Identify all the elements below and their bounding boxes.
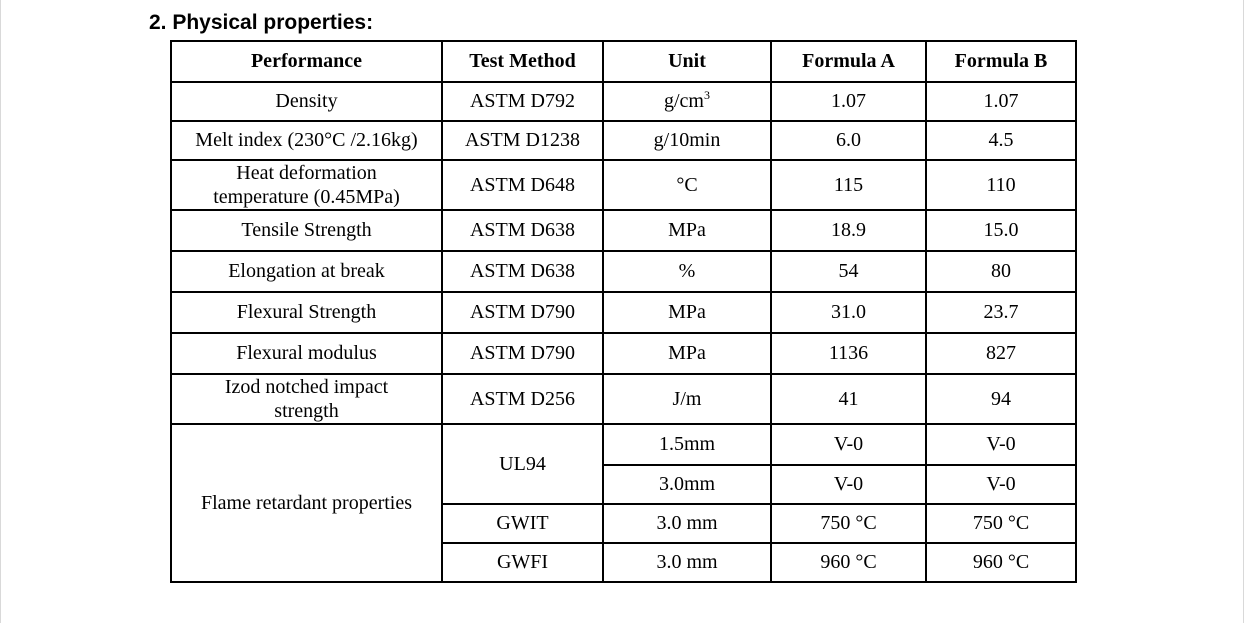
cell-formula-b: 94 xyxy=(926,374,1076,424)
cell-formula-b: 15.0 xyxy=(926,210,1076,251)
performance-line: Heat deformation xyxy=(236,162,377,184)
unit-text: g/cm xyxy=(664,90,704,112)
table-row xyxy=(171,210,1076,251)
performance-line: strength xyxy=(274,400,339,422)
cell-method: GWFI xyxy=(442,543,603,582)
header-formula-a: Formula A xyxy=(771,41,926,82)
cell-formula-a: 960 °C xyxy=(771,543,926,582)
cell-formula-b: 750 °C xyxy=(926,504,1076,543)
cell-performance: Density xyxy=(171,82,442,121)
cell-unit: 1.5mm xyxy=(603,424,771,465)
cell-performance: Melt index (230°C /2.16kg) xyxy=(171,121,442,160)
cell-method: GWIT xyxy=(442,504,603,543)
cell-formula-b: 80 xyxy=(926,251,1076,292)
table-row xyxy=(171,121,1076,160)
cell-formula-b: 23.7 xyxy=(926,292,1076,333)
cell-formula-a: 6.0 xyxy=(771,121,926,160)
cell-unit: 3.0 mm xyxy=(603,504,771,543)
cell-unit: MPa xyxy=(603,333,771,374)
cell-unit: g/10min xyxy=(603,121,771,160)
cell-unit: 3.0 mm xyxy=(603,543,771,582)
cell-method-ul94: UL94 xyxy=(442,424,603,504)
cell-formula-b: V-0 xyxy=(926,465,1076,504)
table-row xyxy=(171,374,1076,424)
table-row xyxy=(171,160,1076,210)
cell-performance: Flexural Strength xyxy=(171,292,442,333)
physical-properties-table xyxy=(170,40,1077,583)
cell-formula-b: 1.07 xyxy=(926,82,1076,121)
cell-formula-a: 115 xyxy=(771,160,926,210)
cell-unit: °C xyxy=(603,160,771,210)
cell-formula-b: V-0 xyxy=(926,424,1076,465)
cell-formula-b: 110 xyxy=(926,160,1076,210)
performance-line: temperature (0.45MPa) xyxy=(213,186,400,208)
cell-formula-a: V-0 xyxy=(771,424,926,465)
performance-line: Izod notched impact xyxy=(224,376,389,398)
cell-formula-a: 1136 xyxy=(771,333,926,374)
cell-method: ASTM D790 xyxy=(442,333,603,374)
header-performance: Performance xyxy=(171,41,442,82)
cell-formula-a: 750 °C xyxy=(771,504,926,543)
cell-performance: Tensile Strength xyxy=(171,210,442,251)
section-heading: 2. Physical properties: xyxy=(149,11,374,34)
cell-unit: MPa xyxy=(603,210,771,251)
cell-formula-a: 41 xyxy=(771,374,926,424)
header-formula-b: Formula B xyxy=(926,41,1076,82)
cell-unit: J/m xyxy=(603,374,771,424)
table-row xyxy=(171,333,1076,374)
cell-performance: Elongation at break xyxy=(171,251,442,292)
cell-formula-b: 960 °C xyxy=(926,543,1076,582)
page-left-border xyxy=(0,0,1,623)
cell-method: ASTM D1238 xyxy=(442,121,603,160)
cell-formula-a: 54 xyxy=(771,251,926,292)
header-unit: Unit xyxy=(603,41,771,82)
cell-formula-b: 4.5 xyxy=(926,121,1076,160)
table-row xyxy=(171,82,1076,121)
cell-formula-a: 1.07 xyxy=(771,82,926,121)
cell-unit: MPa xyxy=(603,292,771,333)
cell-method: ASTM D256 xyxy=(442,374,603,424)
table-row xyxy=(171,251,1076,292)
cell-method: ASTM D638 xyxy=(442,210,603,251)
cell-method: ASTM D792 xyxy=(442,82,603,121)
table-header-row xyxy=(171,41,1076,82)
cell-formula-a: 31.0 xyxy=(771,292,926,333)
cell-formula-a: 18.9 xyxy=(771,210,926,251)
cell-unit: 3.0mm xyxy=(603,465,771,504)
cell-formula-b: 827 xyxy=(926,333,1076,374)
cell-unit xyxy=(603,82,771,121)
cell-performance: Flexural modulus xyxy=(171,333,442,374)
header-test-method: Test Method xyxy=(442,41,603,82)
cell-performance xyxy=(171,160,442,210)
cell-method: ASTM D648 xyxy=(442,160,603,210)
cell-performance-flame: Flame retardant properties xyxy=(171,424,442,582)
cell-formula-a: V-0 xyxy=(771,465,926,504)
table-row xyxy=(171,424,1076,465)
cell-performance xyxy=(171,374,442,424)
cell-method: ASTM D790 xyxy=(442,292,603,333)
unit-superscript: 3 xyxy=(704,88,710,102)
cell-unit: % xyxy=(603,251,771,292)
table-row xyxy=(171,292,1076,333)
cell-method: ASTM D638 xyxy=(442,251,603,292)
